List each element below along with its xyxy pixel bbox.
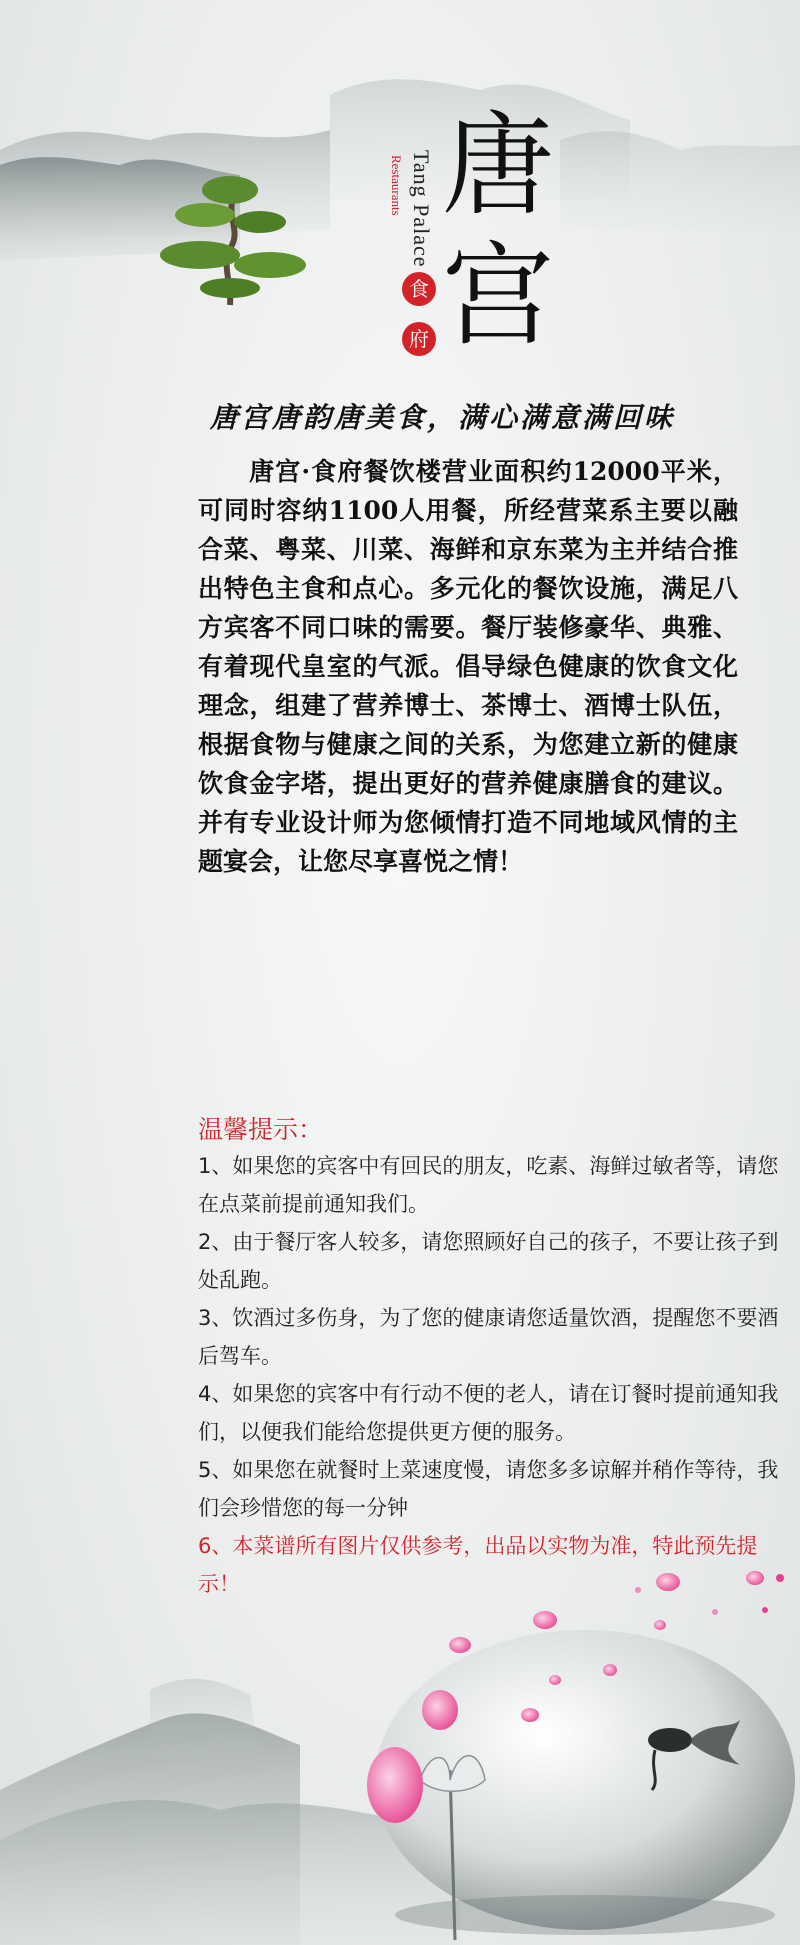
tip-item: 2、由于餐厅客人较多，请您照顾好自己的孩子，不要让孩子到处乱跑。 — [198, 1230, 779, 1292]
stone-lotus-decoration — [360, 1570, 800, 1945]
tip-item: 3、饮酒过多伤身，为了您的健康请您适量饮酒，提醒您不要酒后驾车。 — [198, 1306, 779, 1368]
intro-paragraph — [198, 452, 738, 881]
tips-title: 温馨提示： — [198, 1115, 324, 1144]
seal-stamp-2: 府 — [402, 322, 436, 356]
brand-subtitle-english: Restaurants — [389, 155, 404, 216]
brand-logo-char-1: 唐 — [442, 101, 554, 231]
tip-item: 4、如果您的宾客中有行动不便的老人，请在订餐时提前通知我们，以便我们能给您提供更方便的服务。 — [198, 1382, 779, 1444]
tip-item: 5、如果您在就餐时上菜速度慢，请您多多谅解并稍作等待，我们会珍惜您的每一分钟 — [198, 1458, 779, 1520]
tip-item-warning: 6、本菜谱所有图片仅供参考，出品以实物为准，特此预先提示！ — [198, 1534, 758, 1596]
tip-item: 1、如果您的宾客中有回民的朋友，吃素、海鲜过敏者等，请您在点菜前提前通知我们。 — [198, 1154, 779, 1216]
tips-list — [198, 1147, 783, 1603]
brand-logo-char-2: 宫 — [442, 231, 554, 361]
seal-stamp-1: 食 — [402, 272, 436, 306]
intro-text: 唐宫·食府餐饮楼营业面积约12000平米，可同时容纳1100人用餐，所经营菜系主要以融合菜、粤菜、川菜、海鲜和京东菜为主并结合推出特色主食和点心。多元化的餐饮设施，满足八方宾客不同口味的需要。餐厅装修豪华、典雅、有着现代皇室的气派。倡导绿色健康的饮食文化理念，组建了营养博士、茶博士、酒博士队伍，根据食物与健康之间的关系，为您建立新的健康饮食金字塔，提出更好的营养健康膳食的建议。并有专业设计师为您倾情打造不同地域风情的主题宴会，让您尽享喜悦之情！ — [198, 457, 738, 876]
pine-tree-icon — [160, 170, 320, 310]
brand-name-english: Tang Palace — [409, 150, 434, 268]
slogan: 唐宫唐韵唐美食，满心满意满回味 — [210, 401, 676, 434]
